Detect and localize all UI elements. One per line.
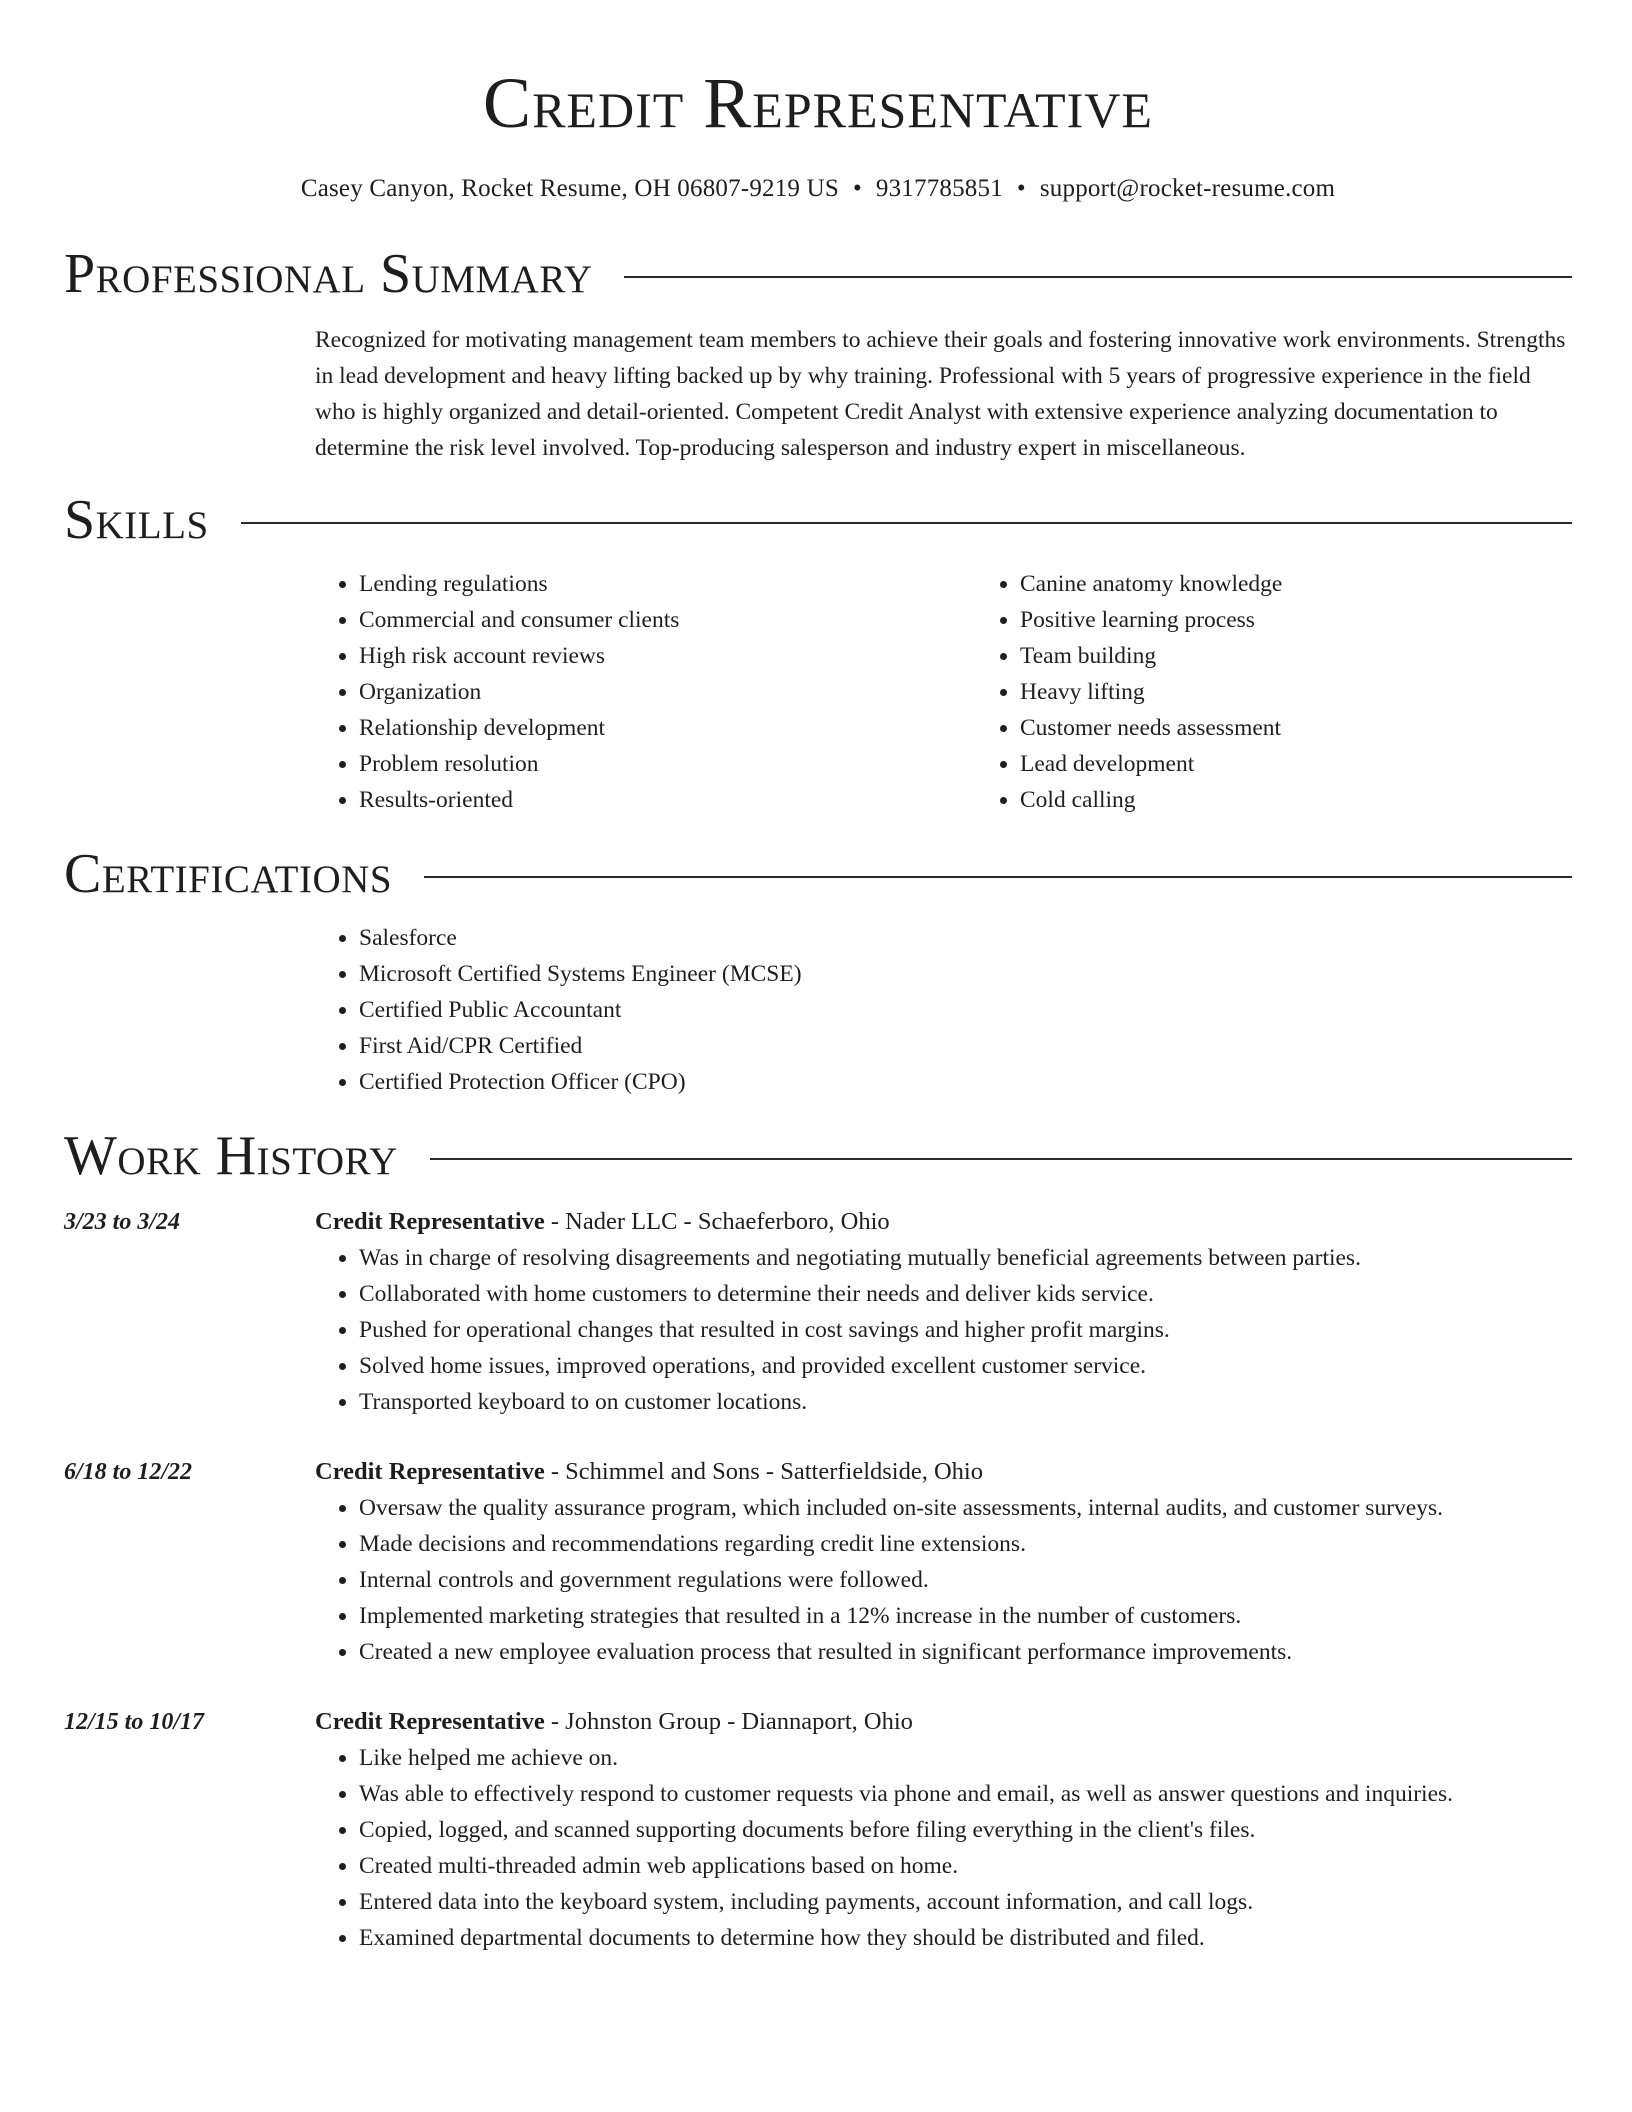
job-bullet: • Internal controls and government regulations were followed. <box>359 1562 1572 1598</box>
job-bullet: • Entered data into the keyboard system, including payments, account information, and call logs. <box>359 1884 1572 1920</box>
section-divider <box>424 876 1572 878</box>
contact-separator: • <box>852 175 862 202</box>
job-heading <box>315 1704 1572 1740</box>
skill-item: • Team building <box>1020 638 1632 674</box>
job-bullet: • Created multi-threaded admin web applications based on home. <box>359 1848 1572 1884</box>
summary-text: Recognized for motivating management team members to achieve their goals and fostering innovative work environments. Strengths in lead development and heavy lifting backed up by why training. Professional with 5 years of progressive experience in the field who is highly organized and detail-oriented. Competent Credit Analyst with extensive experience analyzing documentation to determine the risk level involved. Top-producing salesperson and industry expert in miscellaneous. <box>315 327 1566 461</box>
section-heading: Professional Summary <box>64 243 593 305</box>
job-bullets <box>315 1490 1572 1670</box>
job-entry <box>64 1204 1572 1420</box>
contact-line <box>64 172 1572 206</box>
resume-page <box>64 0 1572 1956</box>
skill-item: • Commercial and consumer clients <box>359 602 976 638</box>
certification-item: • Certified Public Accountant <box>359 992 1572 1028</box>
job-bullet: • Examined departmental documents to determine how they should be distributed and filed. <box>359 1920 1572 1956</box>
job-company-location: - Schimmel and Sons - Satterfieldside, Ohio <box>544 1458 983 1485</box>
job-bullet: • Was in charge of resolving disagreements and negotiating mutually beneficial agreements between parties. <box>359 1240 1572 1276</box>
job-entry <box>64 1704 1572 1956</box>
job-bullet: • Transported keyboard to on customer locations. <box>359 1384 1572 1420</box>
job-title: Credit Representative <box>315 1708 545 1735</box>
section-skills <box>64 488 1572 552</box>
skill-item: • Positive learning process <box>1020 602 1632 638</box>
skills-column-left <box>315 566 976 818</box>
contact-phone: 9317785851 <box>875 175 1003 202</box>
skill-item: • Customer needs assessment <box>1020 710 1632 746</box>
certification-item: • Salesforce <box>359 920 1572 956</box>
job-bullet: • Pushed for operational changes that resulted in cost savings and higher profit margins. <box>359 1312 1572 1348</box>
skills-list <box>315 566 1572 818</box>
certification-item: • Microsoft Certified Systems Engineer (MCSE) <box>359 956 1572 992</box>
skill-item: • Heavy lifting <box>1020 674 1632 710</box>
section-certifications <box>64 842 1572 906</box>
job-bullet: • Copied, logged, and scanned supporting documents before filing everything in the client's files. <box>359 1812 1572 1848</box>
skill-item: • Relationship development <box>359 710 976 746</box>
job-company-location: - Johnston Group - Diannaport, Ohio <box>544 1708 913 1735</box>
job-title: Credit Representative <box>315 1208 545 1235</box>
job-dates: 12/15 to 10/17 <box>64 1709 205 1735</box>
job-bullet: • Was able to effectively respond to customer requests via phone and email, as well as answer questions and inquiries. <box>359 1776 1572 1812</box>
skill-item: • Lending regulations <box>359 566 976 602</box>
contact-separator: • <box>1016 175 1026 202</box>
skill-item: • Organization <box>359 674 976 710</box>
skill-item: • Cold calling <box>1020 782 1632 818</box>
page-title: Credit Representative <box>483 63 1153 143</box>
job-bullet: • Implemented marketing strategies that resulted in a 12% increase in the number of customers. <box>359 1598 1572 1634</box>
section-heading: Skills <box>64 489 209 551</box>
section-heading: Work History <box>64 1125 398 1187</box>
skill-item: • Canine anatomy knowledge <box>1020 566 1632 602</box>
skill-item: • Problem resolution <box>359 746 976 782</box>
job-bullet: • Oversaw the quality assurance program, which included on-site assessments, internal audits, and customer surveys. <box>359 1490 1572 1526</box>
skill-item: • Lead development <box>1020 746 1632 782</box>
section-heading: Certifications <box>64 843 393 905</box>
job-dates: 3/23 to 3/24 <box>64 1209 181 1235</box>
certification-item: • First Aid/CPR Certified <box>359 1028 1572 1064</box>
job-bullet: • Like helped me achieve on. <box>359 1740 1572 1776</box>
section-divider <box>430 1158 1572 1160</box>
job-bullets <box>315 1740 1572 1956</box>
skill-item: • Results-oriented <box>359 782 976 818</box>
job-bullet: • Made decisions and recommendations regarding credit line extensions. <box>359 1526 1572 1562</box>
certification-item: • Certified Protection Officer (CPO) <box>359 1064 1572 1100</box>
job-entry <box>64 1454 1572 1670</box>
section-divider <box>241 522 1572 524</box>
section-divider <box>624 276 1572 278</box>
job-dates: 6/18 to 12/22 <box>64 1459 193 1485</box>
skill-item: • High risk account reviews <box>359 638 976 674</box>
job-title: Credit Representative <box>315 1458 545 1485</box>
job-bullets <box>315 1240 1572 1420</box>
job-bullet: • Collaborated with home customers to determine their needs and deliver kids service. <box>359 1276 1572 1312</box>
job-bullet: • Created a new employee evaluation process that resulted in significant performance improvements. <box>359 1634 1572 1670</box>
section-professional-summary <box>64 242 1572 306</box>
skills-column-right <box>976 566 1632 818</box>
job-bullet: • Solved home issues, improved operations, and provided excellent customer service. <box>359 1348 1572 1384</box>
section-work-history <box>64 1124 1572 1188</box>
job-heading <box>315 1454 1572 1490</box>
certifications-list <box>315 920 1572 1100</box>
job-heading <box>315 1204 1572 1240</box>
contact-address: Casey Canyon, Rocket Resume, OH 06807-9219 US <box>300 175 839 202</box>
job-company-location: - Nader LLC - Schaeferboro, Ohio <box>544 1208 890 1235</box>
contact-email: support@rocket-resume.com <box>1039 175 1336 202</box>
